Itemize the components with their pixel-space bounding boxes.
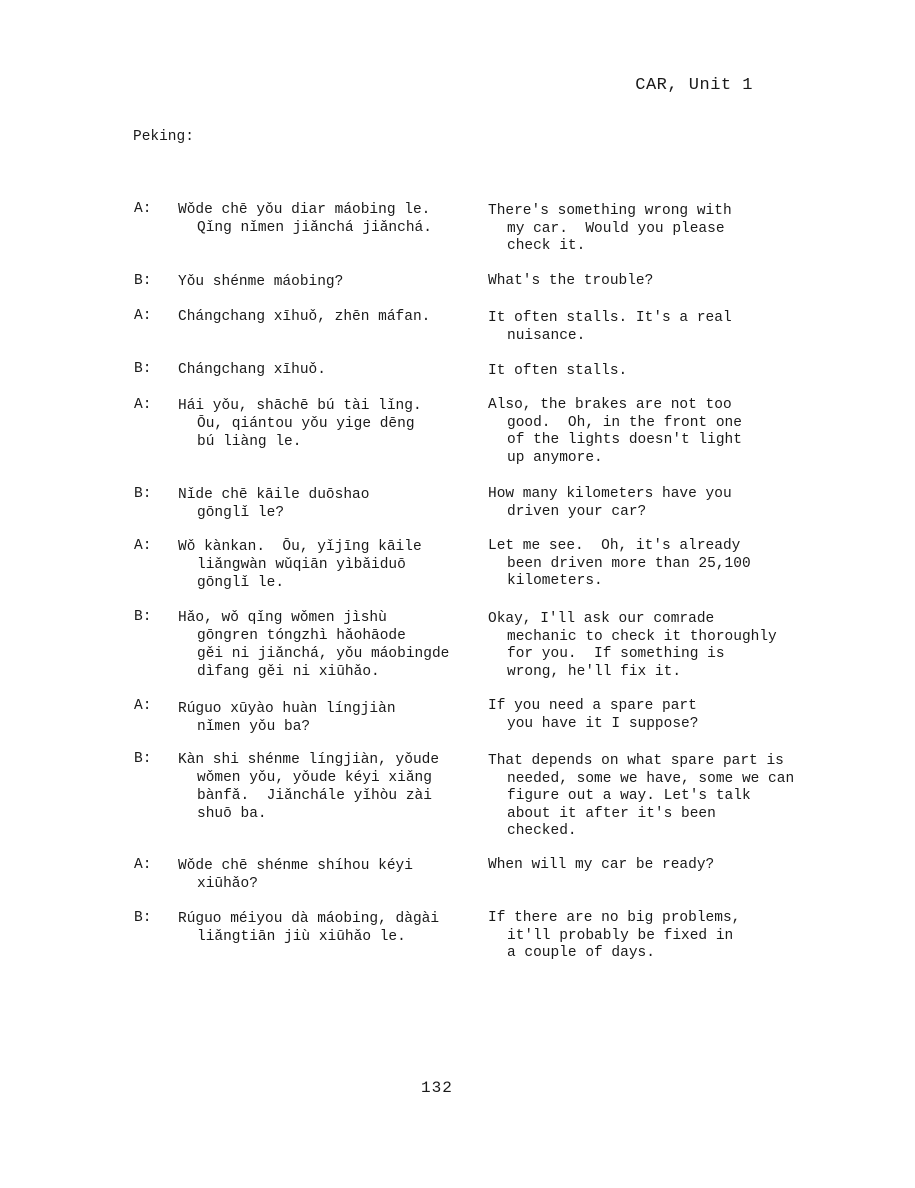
english-line: of the lights doesn't light — [507, 432, 742, 448]
english-line: If there are no big problems, — [488, 910, 741, 926]
english-line: What's the trouble? — [488, 273, 654, 289]
chinese-line: liǎngwàn wǔqiān yìbǎiduō — [197, 557, 406, 573]
english-text — [488, 910, 818, 963]
chinese-line: Nǐde chē kāile duōshao — [178, 487, 370, 503]
english-line: Okay, I'll ask our comrade — [488, 611, 715, 627]
chinese-line: shuō ba. — [197, 806, 267, 822]
chinese-text — [178, 609, 478, 681]
chinese-line: Chángchang xīhuǒ, zhēn máfan. — [178, 309, 431, 325]
english-text — [488, 310, 818, 345]
location-label: Peking: — [133, 129, 194, 145]
english-text — [488, 538, 818, 591]
chinese-line: liǎngtiān jiù xiūhǎo le. — [197, 929, 406, 945]
english-line: check it. — [507, 238, 586, 254]
english-line: Let me see. Oh, it's already — [488, 538, 741, 554]
english-line: If you need a spare part — [488, 698, 697, 714]
chinese-line: nǐmen yǒu ba? — [197, 719, 311, 735]
chinese-text — [178, 751, 478, 823]
speaker-label: A: — [134, 201, 152, 217]
chinese-text — [178, 308, 478, 326]
chinese-line: bànfǎ. Jiǎnchále yǐhòu zài — [197, 788, 432, 804]
speaker-label: A: — [134, 857, 152, 873]
english-line: for you. If something is — [507, 646, 725, 662]
english-line: nuisance. — [507, 327, 586, 344]
chinese-line: Ōu, qiántou yǒu yige dēng — [197, 416, 415, 432]
chinese-line: Hǎo, wǒ qǐng wǒmen jìshù — [178, 610, 387, 626]
chinese-line: Yǒu shénme máobing? — [178, 274, 344, 290]
chinese-line: xiūhǎo? — [197, 876, 258, 892]
chinese-line: dìfang gěi ni xiūhǎo. — [197, 664, 380, 680]
chinese-line: Rúguo méiyou dà máobing, dàgài — [178, 911, 440, 927]
chinese-line: wǒmen yǒu, yǒude kéyi xiǎng — [197, 770, 432, 786]
english-line: driven your car? — [507, 503, 647, 520]
speaker-label: B: — [134, 361, 152, 377]
chinese-line: Chángchang xīhuǒ. — [178, 362, 326, 378]
english-line: you have it I suppose? — [507, 715, 699, 732]
page-number: 132 — [421, 1079, 453, 1097]
speaker-label: B: — [134, 609, 152, 625]
speaker-label: A: — [134, 538, 152, 554]
english-line: It often stalls. — [488, 363, 628, 379]
english-line: There's something wrong with — [488, 203, 732, 219]
english-line: about it after it's been — [507, 805, 716, 822]
english-line: When will my car be ready? — [488, 857, 715, 873]
speaker-label: A: — [134, 308, 152, 324]
english-line: It often stalls. It's a real — [488, 310, 732, 326]
english-line: checked. — [507, 823, 577, 839]
chinese-line: gōngren tóngzhì hǎohāode — [197, 628, 406, 644]
english-text — [488, 611, 818, 681]
english-text — [488, 698, 818, 733]
english-line: needed, some we have, some we can — [507, 770, 795, 787]
english-line: figure out a way. Let's talk — [507, 788, 751, 804]
chinese-line: Hái yǒu, shāchē bú tài lǐng. — [178, 398, 422, 414]
speaker-label: B: — [134, 910, 152, 926]
speaker-label: B: — [134, 751, 152, 767]
english-line: good. Oh, in the front one — [507, 414, 742, 431]
chinese-text — [178, 538, 478, 592]
chinese-line: Wǒ kànkan. Ōu, yǐjīng kāile — [178, 539, 422, 555]
unit-header: CAR, Unit 1 — [635, 76, 753, 95]
english-line: up anymore. — [507, 449, 603, 466]
chinese-text — [178, 361, 478, 379]
english-line: mechanic to check it thoroughly — [507, 628, 777, 645]
english-text — [488, 273, 818, 291]
speaker-label: B: — [134, 486, 152, 502]
chinese-line: Rúguo xūyào huàn língjiàn — [178, 701, 396, 717]
chinese-text — [178, 273, 478, 291]
chinese-line: gōnglǐ le? — [197, 505, 285, 521]
chinese-line: bú liàng le. — [197, 434, 302, 450]
english-line: a couple of days. — [507, 945, 655, 961]
chinese-line: Wǒde chē shénme shíhou kéyi — [178, 858, 413, 874]
english-text — [488, 203, 818, 256]
english-text — [488, 857, 818, 875]
english-text — [488, 753, 818, 841]
speaker-label: A: — [134, 397, 152, 413]
chinese-text — [178, 700, 478, 736]
english-text — [488, 363, 818, 381]
speaker-label: B: — [134, 273, 152, 289]
chinese-text — [178, 201, 478, 237]
english-line: it'll probably be fixed in — [507, 927, 734, 944]
english-line: wrong, he'll fix it. — [507, 663, 682, 680]
english-text — [488, 486, 818, 521]
english-line: kilometers. — [507, 573, 603, 589]
chinese-line: Wǒde chē yǒu diar máobing le. — [178, 202, 431, 218]
speaker-label: A: — [134, 698, 152, 714]
english-text — [488, 397, 818, 467]
chinese-text — [178, 486, 478, 522]
english-line: been driven more than 25,100 — [507, 555, 751, 572]
chinese-text — [178, 397, 478, 451]
chinese-line: gōnglǐ le. — [197, 575, 285, 591]
english-line: That depends on what spare part is — [488, 753, 784, 769]
chinese-text — [178, 857, 478, 893]
chinese-line: Kàn shi shénme língjiàn, yǒude — [178, 752, 440, 768]
chinese-line: gěi ni jiǎnchá, yǒu máobingde — [197, 646, 450, 662]
chinese-line: Qǐng nǐmen jiǎnchá jiǎnchá. — [197, 220, 432, 236]
english-line: Also, the brakes are not too — [488, 397, 732, 413]
english-line: my car. Would you please — [507, 220, 725, 237]
chinese-text — [178, 910, 478, 946]
english-line: How many kilometers have you — [488, 486, 732, 502]
